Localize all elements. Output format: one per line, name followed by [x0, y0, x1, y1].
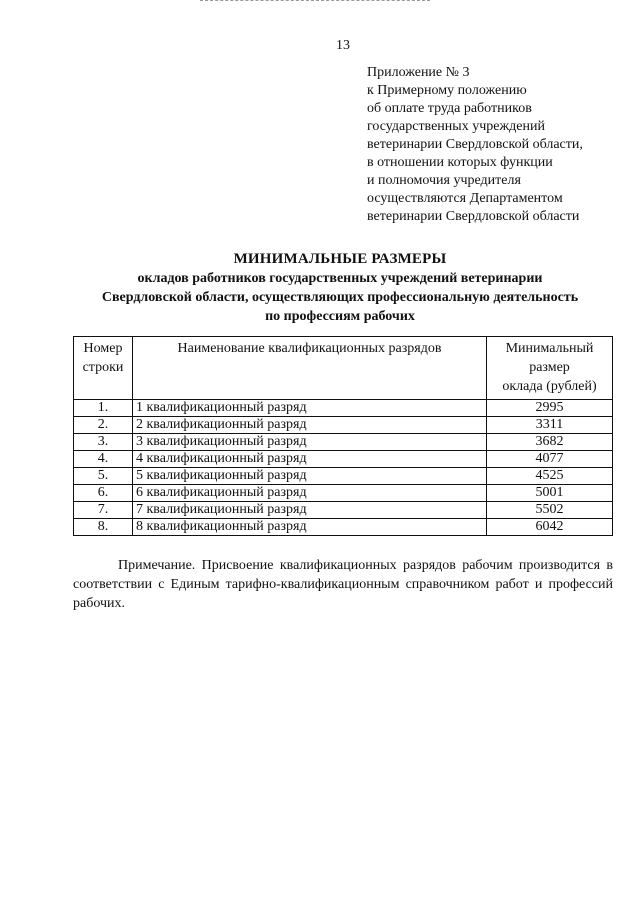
row-number: 5. — [74, 468, 133, 485]
title-subline: Свердловской области, осуществляющих профессиональную деятельность — [101, 290, 579, 305]
grade-name: 4 квалификационный разряд — [133, 451, 487, 468]
appendix-block — [367, 64, 627, 226]
note-paragraph — [73, 556, 613, 613]
salary-amount: 4077 — [487, 451, 613, 468]
appendix-line: Приложение № 3 — [367, 65, 470, 80]
note-text: Примечание. Присвоение квалификационных разрядов рабочим производится в соответствии с Единым тарифно-квалификационным справочником работ и профессий рабочих. — [73, 558, 613, 611]
appendix-line: государственных учреждений — [367, 119, 545, 134]
title-subline: окладов работников государственных учреждений ветеринарии — [137, 271, 543, 286]
salary-amount: 3682 — [487, 434, 613, 451]
row-number: 4. — [74, 451, 133, 468]
row-number: 3. — [74, 434, 133, 451]
grade-name: 7 квалификационный разряд — [133, 502, 487, 519]
document-title — [60, 250, 620, 326]
row-number: 6. — [74, 485, 133, 502]
table-row — [74, 468, 613, 485]
table-row — [74, 400, 613, 417]
row-number: 1. — [74, 400, 133, 417]
salary-amount: 5502 — [487, 502, 613, 519]
row-number: 2. — [74, 417, 133, 434]
salary-amount: 6042 — [487, 519, 613, 536]
salary-table — [73, 336, 613, 536]
grade-name: 6 квалификационный разряд — [133, 485, 487, 502]
appendix-line: в отношении которых функции — [367, 155, 553, 170]
table-row — [74, 502, 613, 519]
table-row — [74, 485, 613, 502]
top-edge-rule — [200, 0, 430, 1]
appendix-line: осуществляются Департаментом — [367, 191, 563, 206]
salary-amount: 3311 — [487, 417, 613, 434]
appendix-line: об оплате труда работников — [367, 101, 532, 116]
table-row — [74, 519, 613, 536]
grade-name: 5 квалификационный разряд — [133, 468, 487, 485]
page-number: 13 — [336, 38, 350, 53]
table-row — [74, 417, 613, 434]
salary-amount: 5001 — [487, 485, 613, 502]
title-main: МИНИМАЛЬНЫЕ РАЗМЕРЫ — [233, 251, 447, 267]
table-row — [74, 451, 613, 468]
grade-name: 3 квалификационный разряд — [133, 434, 487, 451]
table-header-row — [74, 337, 613, 400]
appendix-line: и полномочия учредителя — [367, 173, 521, 188]
table-row — [74, 434, 613, 451]
row-number: 8. — [74, 519, 133, 536]
header-grade-name: Наименование квалификационных разрядов — [133, 337, 487, 400]
title-subline: по профессиям рабочих — [265, 309, 415, 324]
header-row-number: Номер строки — [74, 337, 133, 400]
salary-amount: 2995 — [487, 400, 613, 417]
appendix-line: ветеринарии Свердловской области — [367, 209, 580, 224]
grade-name: 1 квалификационный разряд — [133, 400, 487, 417]
row-number: 7. — [74, 502, 133, 519]
appendix-line: ветеринарии Свердловской области, — [367, 137, 583, 152]
appendix-line: к Примерному положению — [367, 83, 527, 98]
salary-amount: 4525 — [487, 468, 613, 485]
header-min-salary: Минимальный размер оклада (рублей) — [487, 337, 613, 400]
grade-name: 8 квалификационный разряд — [133, 519, 487, 536]
grade-name: 2 квалификационный разряд — [133, 417, 487, 434]
